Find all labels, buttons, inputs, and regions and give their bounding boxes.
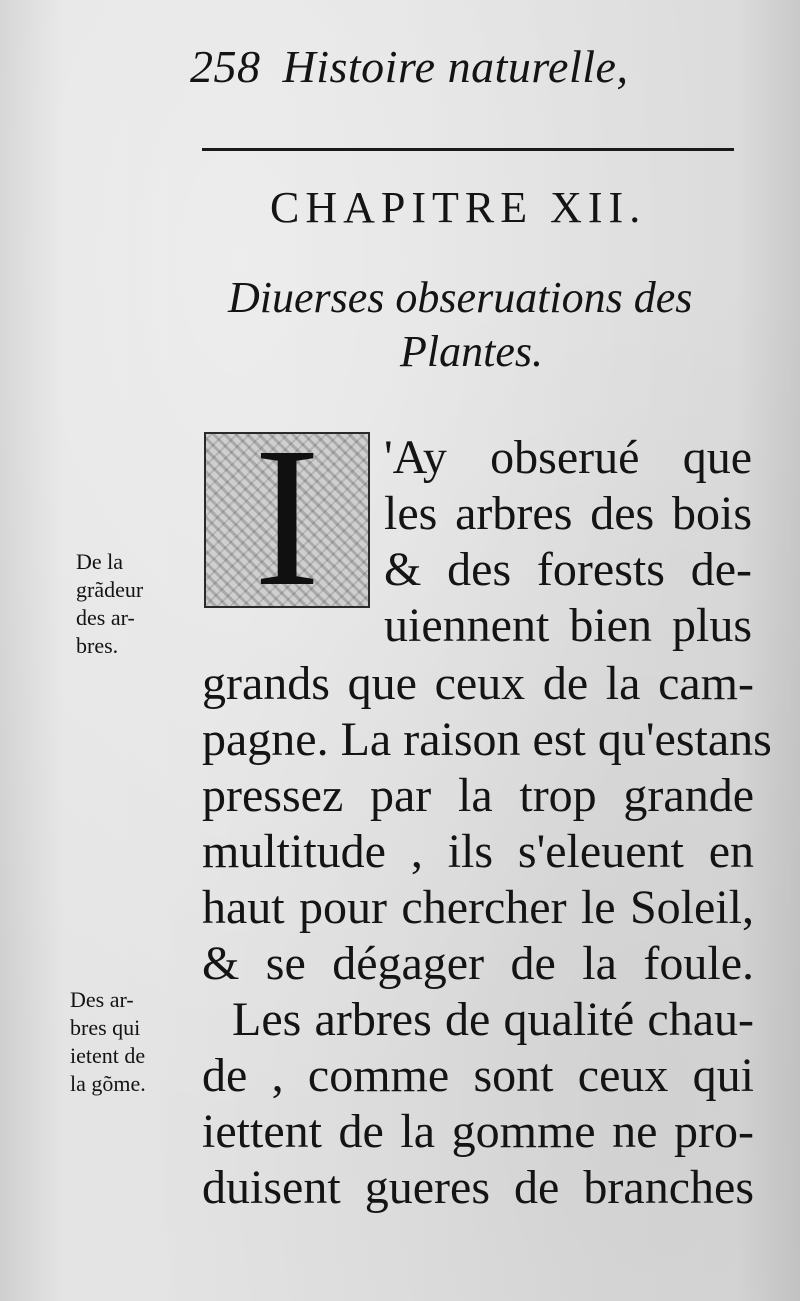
dropcap-letter: I xyxy=(253,407,321,628)
body-line: grands que ceux de la cam- xyxy=(202,657,754,710)
margin-note-line: De la xyxy=(76,549,124,574)
body-line: les arbres des bois xyxy=(384,487,752,540)
margin-note-line: grãdeur xyxy=(76,577,144,602)
running-header xyxy=(190,40,628,93)
chapter-heading: CHAPITRE XII. xyxy=(270,183,647,232)
body-line: de , comme sont ceux qui xyxy=(202,1049,754,1102)
margin-note-line: des ar- xyxy=(76,605,135,630)
body-line: multitude , ils s'eleuent en xyxy=(202,825,754,878)
body-line: Les arbres de qualité chau- xyxy=(232,993,754,1046)
body-line: & se dégager de la foule. xyxy=(202,937,754,990)
page-number: 258 xyxy=(190,41,261,92)
margin-note-line: la gõme. xyxy=(70,1071,146,1096)
body-line: uiennent bien plus xyxy=(384,599,752,652)
margin-note-line: bres. xyxy=(76,633,119,658)
chapter-subtitle-line-1: Diuerses obseruations des xyxy=(228,273,693,322)
ornamental-initial-icon xyxy=(204,407,370,628)
header-rule xyxy=(202,148,734,151)
body-line: duisent gueres de branches xyxy=(202,1161,754,1214)
margin-note xyxy=(76,548,143,660)
body-line: & des forests de- xyxy=(384,543,752,596)
margin-note xyxy=(70,986,146,1098)
running-title: Histoire naturelle, xyxy=(282,41,629,92)
body-line: pressez par la trop grande xyxy=(202,769,754,822)
margin-note-line: Des ar- xyxy=(70,987,134,1012)
body-line: iettent de la gomme ne pro- xyxy=(202,1105,754,1158)
body-line: haut pour chercher le Soleil, xyxy=(202,881,754,934)
margin-note-line: bres qui xyxy=(70,1015,141,1040)
chapter-subtitle-line-2: Plantes. xyxy=(400,327,543,376)
body-line: pagne. La raison est qu'estans xyxy=(202,713,772,766)
body-line: 'Ay obserué que xyxy=(384,431,752,484)
margin-note-line: ietent de xyxy=(70,1043,146,1068)
